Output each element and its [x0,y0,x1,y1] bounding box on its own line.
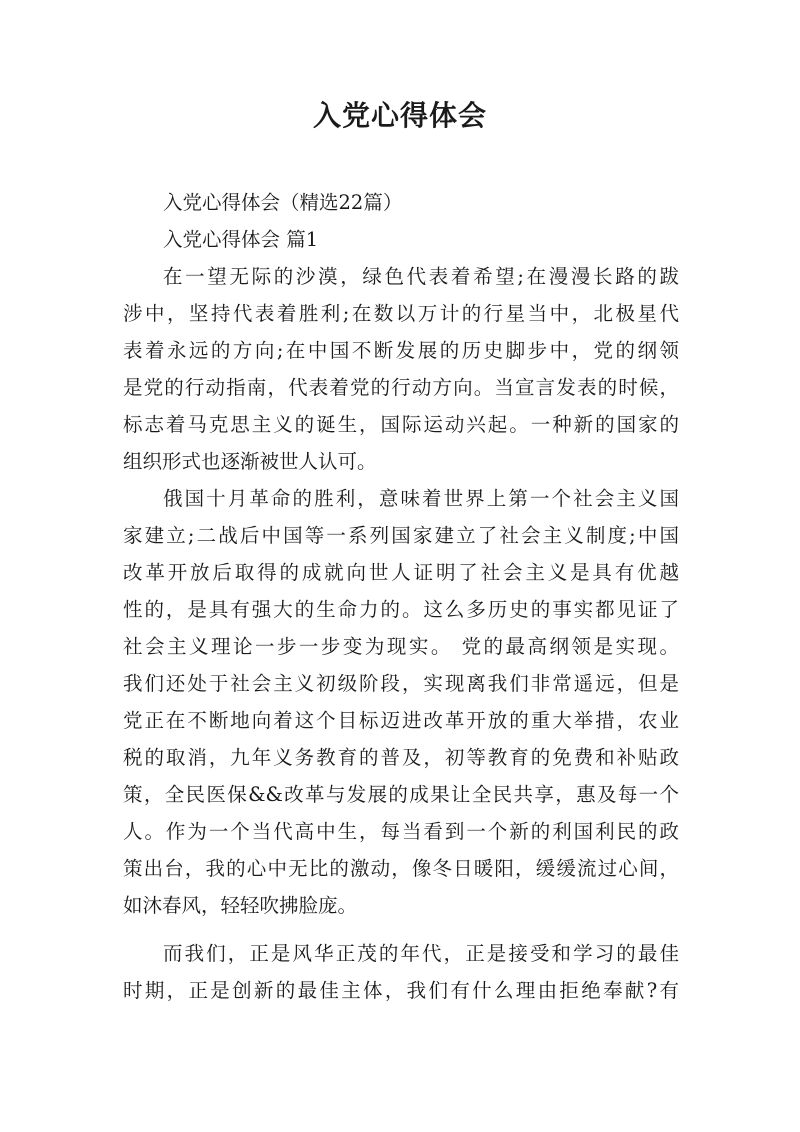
paragraph-1-line: 表着永远的方向;在中国不断发展的历史脚步中，党的纲领 [123,339,679,362]
paragraph-2-line: 家建立;二战后中国等一系列国家建立了社会主义制度;中国 [123,524,679,547]
paragraph-2-line: 我们还处于社会主义初级阶段，实现离我们非常遥远，但是 [123,672,679,695]
paragraph-2-line: 税的取消，九年义务教育的普及，初等教育的免费和补贴政 [123,746,679,769]
paragraph-2-line: 性的，是具有强大的生命力的。这么多历史的事实都见证了 [123,598,679,621]
paragraph-2-line: 党正在不断地向着这个目标迈进改革开放的重大举措，农业 [123,709,679,732]
paragraph-2-line: 策，全民医保&&改革与发展的成果让全民共享，惠及每一个 [123,783,679,806]
subtitle-line: 入党心得体会（精选22篇） [163,191,403,214]
paragraph-1-line: 是党的行动指南，代表着党的行动方向。当宣言发表的时候， [123,376,679,399]
paragraph-2-line: 如沐春风，轻轻吹拂脸庞。 [123,894,358,917]
paragraph-2-line: 改革开放后取得的成就向世人证明了社会主义是具有优越 [123,561,679,584]
paragraph-2-line: 俄国十月革命的胜利，意味着世界上第一个社会主义国 [163,487,679,510]
paragraph-1-line: 标志着马克思主义的诞生，国际运动兴起。一种新的国家的 [123,413,679,436]
paragraph-3-line: 时期，正是创新的最佳主体，我们有什么理由拒绝奉献?有 [123,979,679,1002]
paragraph-1-line: 涉中，坚持代表着胜利;在数以万计的行星当中，北极星代 [123,302,679,325]
section-heading: 入党心得体会 篇1 [163,228,319,251]
paragraph-2-line: 社会主义理论一步一步变为现实。 党的最高纲领是实现。 [123,635,679,658]
paragraph-2-line: 策出台，我的心中无比的激动，像冬日暖阳，缓缓流过心间， [123,857,679,880]
paragraph-1-line: 在一望无际的沙漠，绿色代表着希望;在漫漫长路的跋 [163,265,679,288]
paragraph-1-line: 组织形式也逐渐被世人认可。 [123,450,377,473]
document-title: 入党心得体会 [312,99,487,132]
paragraph-2-line: 人。作为一个当代高中生，每当看到一个新的利国利民的政 [123,820,679,843]
paragraph-3-line: 而我们，正是风华正茂的年代，正是接受和学习的最佳 [163,942,679,965]
